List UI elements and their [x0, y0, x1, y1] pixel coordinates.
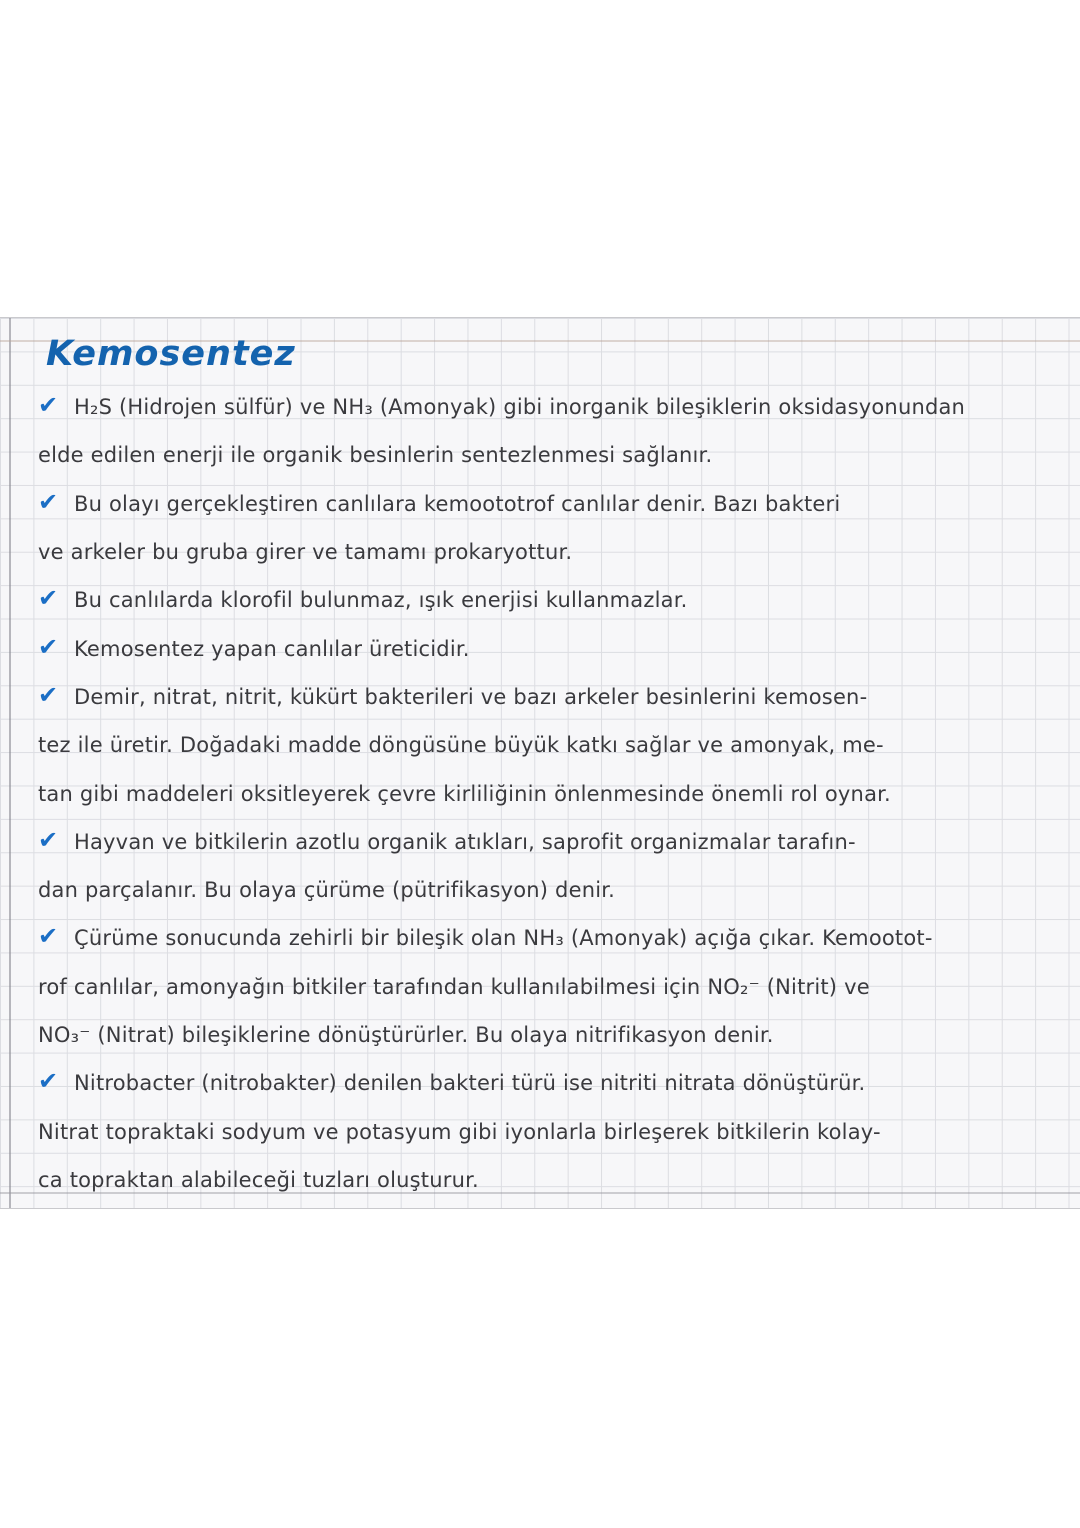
note-line — [38, 383, 1066, 431]
note-line — [38, 576, 1066, 624]
note-line — [38, 721, 1066, 769]
note-line — [38, 1059, 1066, 1107]
note-line-text: NO₃⁻ (Nitrat) bileşiklerine dönüştürürler. Bu olaya nitrifikasyon denir. — [38, 1023, 774, 1047]
check-icon: ✔ — [38, 632, 59, 661]
note-line-text: Nitrobacter (nitrobakter) denilen bakteri türü ise nitriti nitrata dönüştürür. — [74, 1071, 866, 1096]
note-line — [38, 431, 1066, 479]
note-line-text: Bu canlılarda klorofil bulunmaz, ışık enerjisi kullanmazlar. — [74, 588, 688, 613]
note-line-text: ve arkeler bu gruba girer ve tamamı prokaryottur. — [38, 540, 573, 565]
note-line-text: H₂S (Hidrojen sülfür) ve NH₃ (Amonyak) gibi inorganik bileşiklerin oksidasyonundan — [74, 395, 966, 420]
note-line — [38, 866, 1066, 914]
note-line — [38, 1107, 1066, 1155]
check-icon: ✔ — [38, 487, 59, 516]
page-title: Kemosentez — [46, 334, 296, 374]
grid-paper — [0, 318, 1080, 1208]
note-line-text: Kemosentez yapan canlılar üreticidir. — [74, 636, 470, 661]
note-line — [38, 963, 1066, 1011]
note-body — [38, 383, 1066, 1204]
paper-margin-line — [9, 318, 11, 1208]
note-line-text: Nitrat topraktaki sodyum ve potasyum gibi iyonlarla birleşerek bitkilerin kolay- — [38, 1119, 881, 1144]
check-icon: ✔ — [38, 391, 59, 420]
note-line-text: Demir, nitrat, nitrit, kükürt bakterileri ve bazı arkeler besinlerini kemosen- — [74, 684, 868, 709]
note-line-text: tan gibi maddeleri oksitleyerek çevre kirliliğinin önlenmesinde önemli rol oynar. — [38, 781, 891, 806]
note-line-text: Çürüme sonucunda zehirli bir bileşik olan NH₃ (Amonyak) açığa çıkar. Kemootot- — [74, 926, 933, 951]
note-line-text: rof canlılar, amonyağın bitkiler tarafından kullanılabilmesi için NO₂⁻ (Nitrit) ve — [38, 974, 870, 999]
note-line — [38, 818, 1066, 866]
note-line-text: dan parçalanır. Bu olaya çürüme (pütrifikasyon) denir. — [38, 878, 616, 903]
note-line — [38, 528, 1066, 576]
note-line-text: Hayvan ve bitkilerin azotlu organik atıkları, saprofit organizmalar tarafın- — [74, 829, 856, 854]
note-line-text: elde edilen enerji ile organik besinlerin sentezlenmesi sağlanır. — [38, 443, 713, 468]
note-line — [38, 624, 1066, 672]
note-line — [38, 673, 1066, 721]
note-line-text: Bu olayı gerçekleştiren canlılara kemoototrof canlılar denir. Bazı bakteri — [74, 491, 841, 516]
check-icon: ✔ — [38, 1067, 59, 1096]
note-line — [38, 1011, 1066, 1059]
note-line — [38, 480, 1066, 528]
check-icon: ✔ — [38, 584, 59, 613]
note-line — [38, 1156, 1066, 1204]
check-icon: ✔ — [38, 825, 59, 854]
note-line — [38, 769, 1066, 817]
check-icon: ✔ — [38, 680, 59, 709]
note-line-text: ca topraktan alabileceği tuzları oluşturur. — [38, 1167, 479, 1192]
note-line-text: tez ile üretir. Doğadaki madde döngüsüne büyük katkı sağlar ve amonyak, me- — [38, 733, 884, 758]
check-icon: ✔ — [38, 922, 59, 951]
note-line — [38, 914, 1066, 962]
